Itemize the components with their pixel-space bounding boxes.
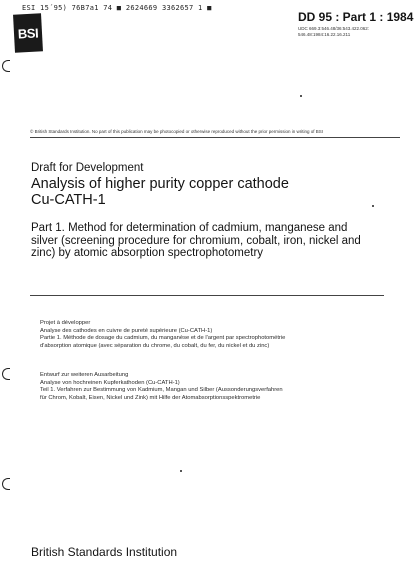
scan-speck <box>180 470 182 472</box>
german-line: für Chrom, Kobalt, Eisen, Nickel und Zink) mit Hilfe der Atomabsorptionsspektrometrie <box>40 394 261 401</box>
french-line: Partie 1. Méthode de dosage du cadmium, du manganèse et de l'argent par spectrophotométrie <box>40 335 286 341</box>
copyright-notice: © British Standards Institution. No part of this publication may be photocopied or otherwise reproduced without the prior permission in writing of BSI <box>30 129 323 134</box>
document-title: Analysis of higher purity copper cathode Cu-CATH-1 <box>31 176 289 208</box>
punch-hole-mark <box>2 60 10 72</box>
divider-middle <box>30 295 384 296</box>
french-title-block <box>40 320 370 350</box>
part-title: Part 1. Method for determination of cadmium, manganese and silver (screening procedure for chromium, cobalt, iron, nickel and zinc) by atomic absorption spectrophotometry <box>31 222 361 260</box>
scan-speck <box>300 95 302 97</box>
punch-hole-mark <box>2 478 10 490</box>
divider-top <box>30 137 400 138</box>
french-line: Analyse des cathodes en cuivre de pureté supérieure (Cu-CATH-1) <box>40 327 213 334</box>
draft-label: Draft for Development <box>31 162 144 174</box>
udc-classification: UDC 669.3:546.48/36:543.422.062: 546.48:1984:16.22.16.211 <box>298 26 370 37</box>
german-line: Teil 1. Verfahren zur Bestimmung von Kadmium, Mangan und Silber (Aussonderungsverfahren <box>40 387 283 393</box>
fax-header: ESI 15´95) 76B7a1 74 ■ 2624669 3362657 1 ■ <box>22 4 212 12</box>
publisher-name: British Standards Institution <box>31 545 178 559</box>
german-line: Entwurf zur weiteren Ausarbeitung <box>40 372 129 378</box>
scan-speck <box>372 205 374 207</box>
german-line: Analyse von hochreinen Kupferkathoden (Cu-CATH-1) <box>40 379 180 386</box>
document-number: DD 95 : Part 1 : 1984 <box>298 10 414 24</box>
punch-hole-mark <box>2 368 10 380</box>
french-line: Projet à développer <box>40 320 91 326</box>
german-title-block <box>40 372 370 402</box>
french-line: d'absorption atomique (avec séparation du chrome, du cobalt, du fer, du nickel et du zinc) <box>40 342 270 349</box>
bsi-logo: BSI <box>13 13 43 52</box>
